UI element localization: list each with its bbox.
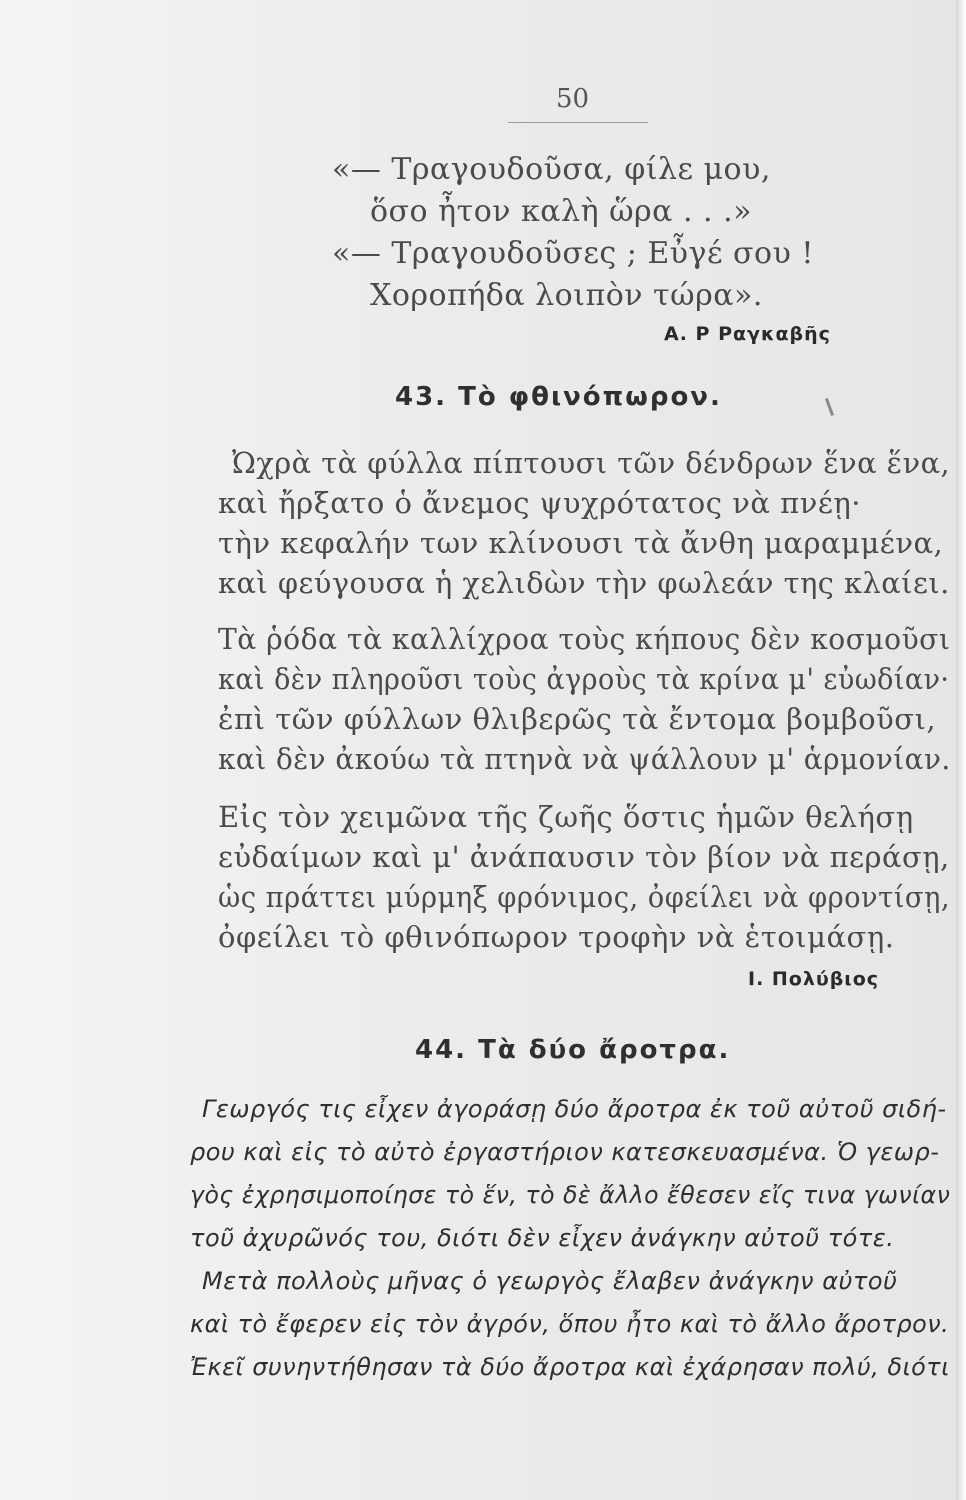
prose-line: γὸς ἐχρησιμοποίησε τὸ ἕν, τὸ δὲ ἄλλο ἔθεσεν εἴς τινα γωνίαν — [190, 1181, 951, 1209]
prose-line: καὶ τὸ ἔφερεν εἰς τὸν ἀγρόν, ὅπου ἦτο καὶ τὸ ἄλλο ἄροτρον. — [190, 1310, 950, 1338]
poem-line: εὐδαίμων καὶ μ' ἀνάπαυσιν τὸν βίον νὰ περάσῃ, — [218, 840, 950, 874]
poem-line: τὴν κεφαλήν των κλίνουσι τὰ ἄνθη μαραμμένα, — [218, 526, 944, 560]
prose-line: Μετὰ πολλοὺς μῆνας ὁ γεωργὸς ἔλαβεν ἀνάγκην αὐτοῦ — [202, 1267, 898, 1295]
poem-line: ὀφείλει τὸ φθινόπωρον τροφὴν νὰ ἑτοιμάσῃ. — [218, 920, 895, 954]
poem-line: «— Τραγουδοῦσες ; Εὖγέ σου ! — [332, 236, 814, 271]
poem-line: Εἰς τὸν χειμῶνα τῆς ζωῆς ὅστις ἡμῶν θελήσῃ — [218, 800, 914, 834]
page-number-rule — [508, 122, 648, 123]
page-edge — [956, 0, 966, 1500]
section-heading-43: 43. Τὸ φθινόπωρον. — [395, 382, 722, 412]
section-heading-44: 44. Τὰ δύο ἄροτρα. — [415, 1035, 731, 1065]
poem-line: καὶ δὲν πληροῦσι τοὺς ἀγροὺς τὰ κρίνα μ' εὐωδίαν· — [218, 662, 950, 696]
poem-author: Α. Ρ Ραγκαβῆς — [664, 323, 831, 345]
poem-line: καὶ φεύγουσα ἡ χελιδὼν τὴν φωλεάν της κλαίει. — [218, 566, 950, 600]
poem-line: Ὠχρὰ τὰ φύλλα πίπτουσι τῶν δένδρων ἕνα ἕνα, — [232, 446, 951, 480]
poem-line: ὅσο ἦτον καλὴ ὥρα . . .» — [370, 194, 753, 229]
poem-line: «— Τραγουδοῦσα, φίλε μου, — [332, 152, 771, 187]
prose-line: τοῦ ἀχυρῶνός του, διότι δὲν εἶχεν ἀνάγκην αὐτοῦ τότε. — [190, 1224, 895, 1252]
page-number: 50 — [556, 84, 590, 114]
prose-line: ρου καὶ εἰς τὸ αὐτὸ ἐργαστήριον κατεσκευασμένα. Ὁ γεωρ- — [190, 1138, 940, 1166]
prose-line: Γεωργός τις εἶχεν ἀγοράσῃ δύο ἄροτρα ἐκ τοῦ αὐτοῦ σιδή- — [202, 1095, 947, 1123]
poem-line: καὶ ἤρξατο ὁ ἄνεμος ψυχρότατος νὰ πνέῃ· — [218, 486, 861, 520]
prose-line: Ἐκεῖ συνηντήθησαν τὰ δύο ἄροτρα καὶ ἐχάρησαν πολύ, διότι — [190, 1353, 950, 1381]
ink-mark — [825, 398, 834, 416]
poem-line: Χοροπήδα λοιπὸν τώρα». — [370, 278, 763, 313]
poem-author: Ι. Πολύβιος — [748, 968, 880, 990]
poem-line: ὡς πράττει μύρμηξ φρόνιμος, ὀφείλει νὰ φροντίσῃ, — [218, 880, 951, 914]
poem-line: καὶ δὲν ἀκούω τὰ πτηνὰ νὰ ψάλλουν μ' ἁρμονίαν. — [218, 742, 951, 776]
poem-line: Τὰ ῥόδα τὰ καλλίχροα τοὺς κήπους δὲν κοσμοῦσι — [218, 622, 951, 656]
poem-line: ἐπὶ τῶν φύλλων θλιβερῶς τὰ ἔντομα βομβοῦσι, — [218, 702, 937, 736]
